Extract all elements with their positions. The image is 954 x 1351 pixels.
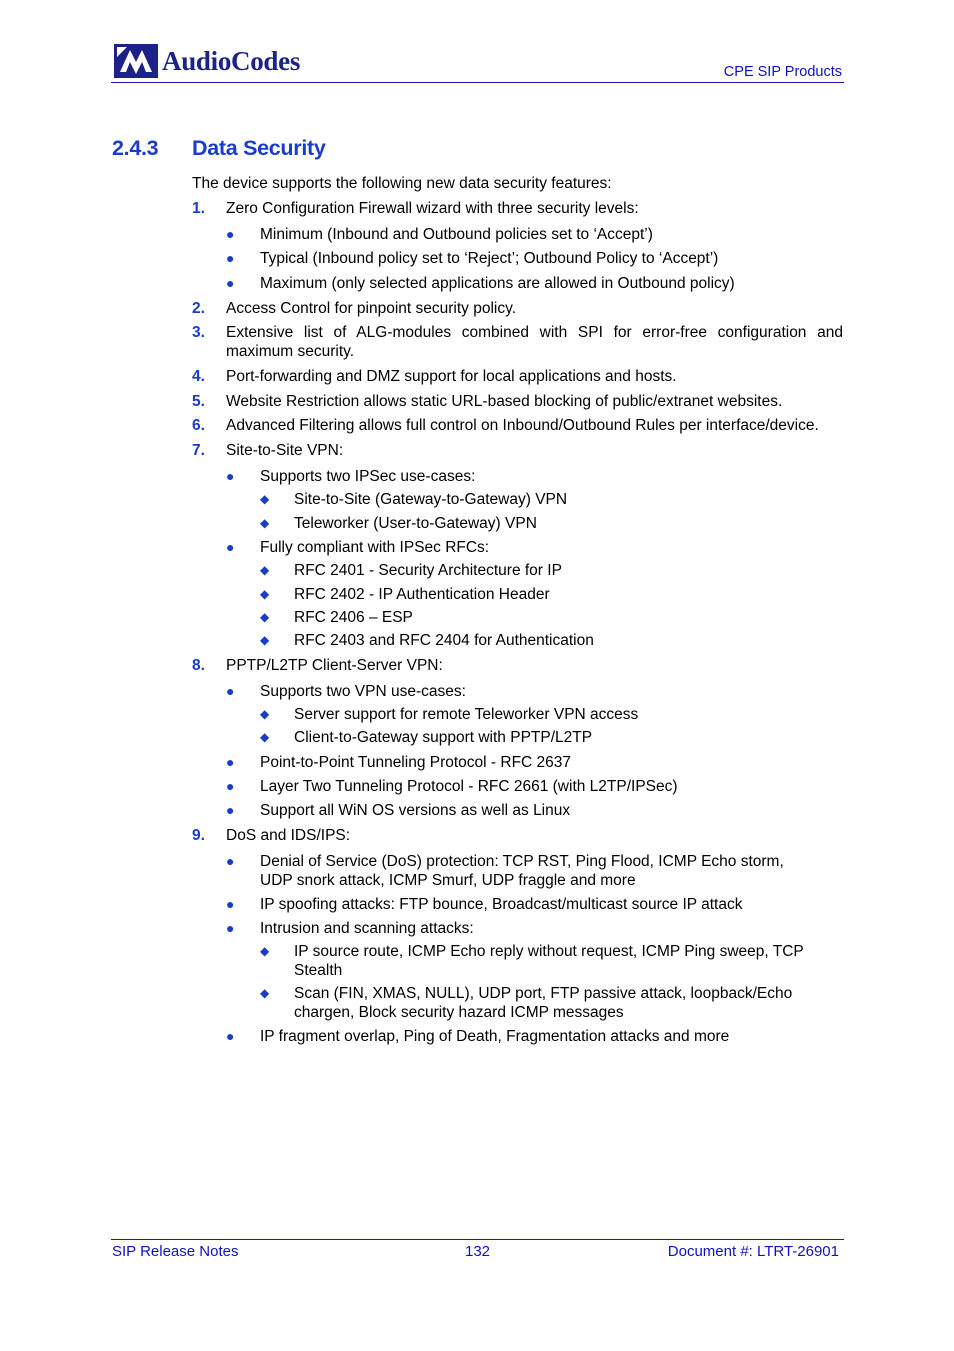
bullet-text: IP spoofing attacks: FTP bounce, Broadcast/multicast source IP attack [260,896,743,913]
bullet-item [226,538,843,557]
bullet-item [226,225,843,244]
list-number: 5. [192,393,205,410]
diamond-bullet-icon: ◆ [260,730,270,744]
diamond-bullet-icon: ◆ [260,492,270,506]
sub-bullet-text: RFC 2401 - Security Architecture for IP [294,562,562,579]
bullet-icon: ● [226,778,235,794]
bullet-text: Typical (Inbound policy set to ‘Reject’; Outbound Policy to ‘Accept’) [260,250,719,267]
list-number: 8. [192,657,205,674]
list-number: 7. [192,442,205,459]
bullet-text: Support all WiN OS versions as well as Linux [260,802,571,819]
sub-bullet-text: Server support for remote Teleworker VPN access [294,706,639,723]
list-item-text: Website Restriction allows static URL-based blocking of public/extranet websites. [226,393,783,410]
sub-bullet-item [260,585,843,604]
diamond-bullet-icon: ◆ [260,516,270,530]
sub-bullet-item [260,561,843,580]
section-heading [112,136,326,161]
list-number: 2. [192,300,205,317]
sub-bullet-item [260,705,843,724]
list-item [192,441,843,460]
bullet-icon: ● [226,468,235,484]
list-number: 6. [192,417,205,434]
logo-text: AudioCodes [162,45,301,76]
bullet-item [226,1027,843,1046]
page-footer [111,1239,844,1264]
diamond-bullet-icon: ◆ [260,707,270,721]
bullet-text: Fully compliant with IPSec RFCs: [260,539,490,556]
bullet-item [226,467,843,486]
page-header [111,40,844,83]
diamond-bullet-icon: ◆ [260,944,270,958]
intro-paragraph: The device supports the following new data security features: [192,175,612,192]
list-item-text: PPTP/L2TP Client-Server VPN: [226,657,443,674]
sub-bullet-item [260,631,843,650]
audiocodes-logo [114,43,300,79]
list-number: 1. [192,200,205,217]
sub-bullet-text: RFC 2402 - IP Authentication Header [294,586,550,603]
section-title: Data Security [192,136,326,160]
diamond-bullet-icon: ◆ [260,610,270,624]
header-product-line: CPE SIP Products [723,64,842,80]
bullet-icon: ● [226,226,235,242]
list-number: 3. [192,324,205,341]
footer-document-number: Document #: LTRT-26901 [667,1243,839,1260]
sub-bullet-item [260,942,843,980]
diamond-bullet-icon: ◆ [260,587,270,601]
list-item [192,299,843,318]
bullet-icon: ● [226,250,235,266]
list-item [192,826,843,845]
list-item [192,199,843,218]
bullet-text: Minimum (Inbound and Outbound policies set to ‘Accept’) [260,226,653,243]
sub-bullet-text: Teleworker (User-to-Gateway) VPN [294,515,537,532]
bullet-text: Layer Two Tunneling Protocol - RFC 2661 (with L2TP/IPSec) [260,778,678,795]
bullet-text: Intrusion and scanning attacks: [260,920,474,937]
diamond-bullet-icon: ◆ [260,633,270,647]
footer-document-name: SIP Release Notes [112,1243,239,1260]
section-number: 2.4.3 [112,136,159,160]
list-item-text: Site-to-Site VPN: [226,442,344,459]
bullet-item [226,801,843,820]
bullet-icon: ● [226,683,235,699]
list-item [192,392,843,411]
bullet-icon: ● [226,920,235,936]
bullet-icon: ● [226,754,235,770]
bullet-item [226,249,843,268]
list-item [192,416,843,435]
list-number: 9. [192,827,205,844]
sub-bullet-text: Scan (FIN, XMAS, NULL), UDP port, FTP passive attack, loopback/Echo chargen, Block security hazard ICMP messages [294,985,793,1021]
diamond-bullet-icon: ◆ [260,563,270,577]
sub-bullet-text: Client-to-Gateway support with PPTP/L2TP [294,729,593,746]
sub-bullet-text: RFC 2406 – ESP [294,609,413,626]
bullet-item [226,919,843,938]
sub-bullet-item [260,984,843,1022]
sub-bullet-text: Site-to-Site (Gateway-to-Gateway) VPN [294,491,568,508]
bullet-text: Maximum (only selected applications are allowed in Outbound policy) [260,275,735,292]
bullet-icon: ● [226,1028,235,1044]
bullet-text: Supports two IPSec use-cases: [260,468,476,485]
sub-bullet-text: IP source route, ICMP Echo reply without request, ICMP Ping sweep, TCP Stealth [294,943,804,979]
list-item-text: Port-forwarding and DMZ support for local applications and hosts. [226,368,677,385]
sub-bullet-item [260,728,843,747]
bullet-text: Point-to-Point Tunneling Protocol - RFC 2637 [260,754,572,771]
list-item [192,323,843,361]
bullet-text: IP fragment overlap, Ping of Death, Fragmentation attacks and more [260,1028,730,1045]
list-item-text: Access Control for pinpoint security policy. [226,300,517,317]
page-number: 132 [464,1243,491,1260]
bullet-icon: ● [226,896,235,912]
bullet-text: Supports two VPN use-cases: [260,683,466,700]
sub-bullet-item [260,608,843,627]
sub-bullet-item [260,490,843,509]
bullet-icon: ● [226,539,235,555]
list-item-text: Zero Configuration Firewall wizard with three security levels: [226,200,639,217]
list-number: 4. [192,368,205,385]
list-item [192,656,843,675]
sub-bullet-item [260,514,843,533]
sub-bullet-text: RFC 2403 and RFC 2404 for Authentication [294,632,594,649]
diamond-bullet-icon: ◆ [260,986,270,1000]
list-item-text: Extensive list of ALG-modules combined with SPI for error-free configuration and maximum security. [226,324,843,360]
bullet-item [226,777,843,796]
bullet-item [226,753,843,772]
bullet-text: Denial of Service (DoS) protection: TCP RST, Ping Flood, ICMP Echo storm, UDP snork attack, ICMP Smurf, UDP fraggle and more [260,853,784,889]
bullet-item [226,852,843,890]
list-item-text: DoS and IDS/IPS: [226,827,351,844]
audiocodes-logo-icon [114,44,158,78]
bullet-icon: ● [226,853,235,869]
list-item-text: Advanced Filtering allows full control on Inbound/Outbound Rules per interface/device. [226,417,819,434]
bullet-item [226,274,843,293]
bullet-icon: ● [226,275,235,291]
list-item [192,367,843,386]
bullet-item [226,682,843,701]
bullet-icon: ● [226,802,235,818]
bullet-item [226,895,843,914]
